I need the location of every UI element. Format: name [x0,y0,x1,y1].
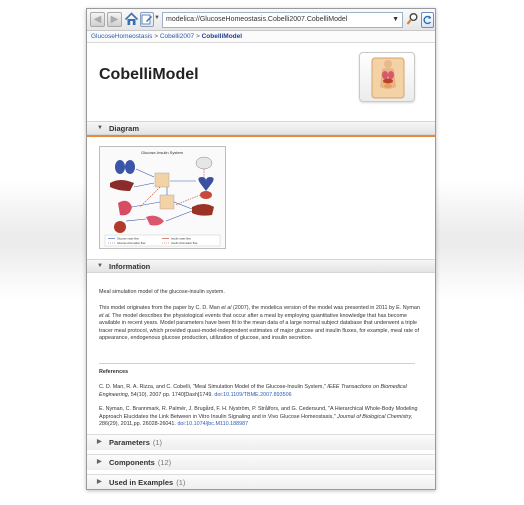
references-divider [99,363,415,364]
para-text: (2007), the modelica version of the model was presented in 2011 by E. Nyman [231,305,420,311]
search-button[interactable] [406,12,419,28]
para-text: The model describes the physiological events that occur after a meal by employing quantitative knowledge that has become available in recent years. Model parameters have been fit to the mean data of a large normal subject database that underwent a triple tracer meal protocol, which provided quasi-model-independent estimates of major glucose and insulin fluxes, for example, meal rate of appearance, endogenous glucose production, utilization of glucose, and insulin secretion. [99,312,420,342]
section-count: (1) [176,478,186,487]
address-field[interactable] [162,12,403,28]
legend-label: Insulin mass flow [171,237,191,241]
used-in-section-header[interactable] [87,474,435,490]
address-text: modelica://GlucoseHomeostasis.Cobelli2007.CobelliModel [166,16,348,23]
ref-text: C. D. Man, R. A. Rizza, and C. Cobelli, "Meal Simulation Model of the Glucose-Insulin System," [99,384,328,390]
documentation-window [86,8,436,490]
diagram-section-header[interactable] [87,121,435,135]
components-section-header[interactable] [87,454,435,470]
expand-triangle-icon: ▶ [97,479,102,485]
parameters-section-header[interactable] [87,434,435,450]
breadcrumb-separator: > [154,33,159,40]
refresh-button[interactable] [421,12,434,28]
breadcrumb-item[interactable]: GlucoseHomeostasis [91,33,153,40]
edit-button[interactable] [140,12,154,27]
collapse-triangle-icon: ▼ [97,263,103,269]
page-title: CobelliModel [99,66,199,83]
reference-item [99,406,425,429]
para-text-italic: et al. [99,312,111,319]
doc-content [87,44,435,490]
expand-triangle-icon: ▶ [97,439,102,445]
address-dropdown-icon[interactable]: ▼ [392,16,399,23]
refresh-icon [422,13,433,27]
ref-text: 286(29), 2011,pp. 26028-26041. [99,421,178,428]
breadcrumb-separator: > [196,33,200,40]
edit-menu-chevron-icon[interactable]: ▼ [154,15,160,21]
breadcrumb-current: CobelliModel [201,33,243,40]
body-organs-icon [360,53,416,103]
glucose-insulin-diagram [100,147,225,248]
section-count: (12) [157,458,172,467]
back-button[interactable] [90,12,105,27]
section-count: (1) [152,438,163,447]
search-icon [406,12,419,27]
ref-text: E. Nyman, C. Brannmark, R. Palmér, J. Brugård, F. H. Nyström, P. Strålfors, and G. Cedersund, "A Hierarchical Whole-Body Modeling Approach Elucidates the Link Between in Vitro Insulin Signaling and in Vivo Glucose Homeostasis," [99,406,418,420]
home-button[interactable] [124,12,139,27]
model-diagram[interactable] [99,146,226,249]
ref-text: 54(10), 2007 pp. 1740[Dash]1749. [129,391,215,398]
collapse-triangle-icon: ▼ [97,125,103,131]
ref-journal: IEEE Transactions on Biomedical Engineering, [99,384,407,398]
breadcrumb-item[interactable]: Cobelli2007 [159,33,195,40]
section-title: Components [109,458,155,467]
legend-label: Insulin information flow [171,242,198,245]
section-title: Used in Examples [109,478,174,487]
breadcrumb [87,31,435,43]
para-text: This model originates from the paper by C. D. Man [99,305,222,311]
section-title: Parameters [109,438,150,447]
ref-journal: Journal of Biological Chemistry, [337,413,413,420]
info-paragraph [99,305,425,343]
doi-link[interactable]: doi:10.1074/jbc.M110.188987 [177,421,249,428]
diagram-heading: Glucose-Insulin System [140,150,184,155]
home-icon [124,12,139,26]
forward-button[interactable] [107,12,122,27]
para-text-italic: et al [221,305,232,311]
references-title: References [99,369,129,375]
information-section-header[interactable] [87,259,435,273]
edit-icon [141,13,153,25]
model-icon-frame [359,52,415,102]
legend-label: Glucose mass flow [117,237,139,241]
section-title: Diagram [109,124,140,133]
section-title: Information [109,262,151,271]
toolbar [87,9,435,31]
expand-triangle-icon: ▶ [97,459,102,465]
forward-arrow-icon: ▶ [110,14,119,25]
section-divider [87,135,435,137]
legend-label: Glucose information flow [117,242,146,245]
info-intro: Meal simulation model of the glucose-insulin system. [99,289,225,295]
reference-item [99,384,425,399]
back-arrow-icon: ◀ [93,14,102,25]
doi-link[interactable]: doi:10.1109/TBME.2007.893506 [214,391,292,398]
